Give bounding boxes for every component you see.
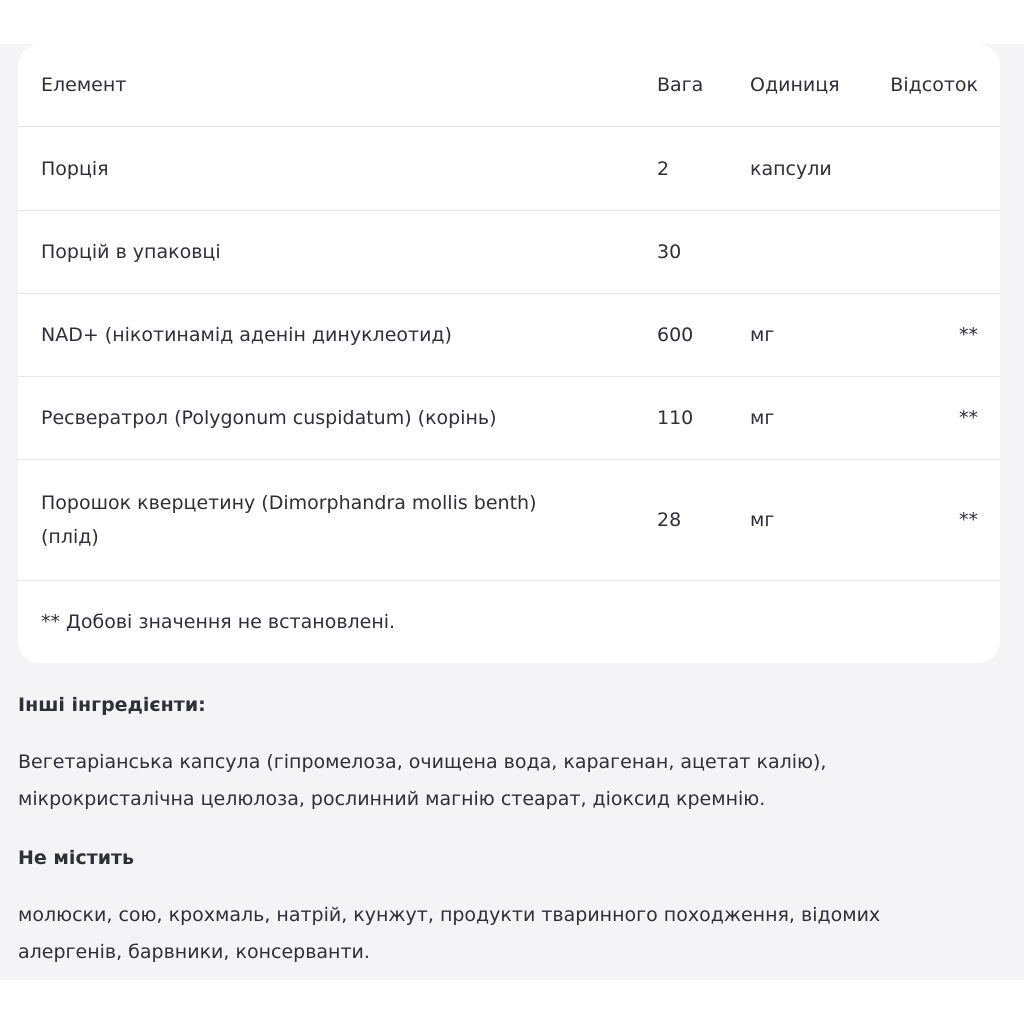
- header-percent: Відсоток: [890, 74, 978, 96]
- header-element: Елемент: [41, 74, 127, 96]
- free-from-title: Не містить: [18, 847, 135, 869]
- table-row: [18, 294, 1000, 377]
- row-unit: мг: [750, 509, 775, 531]
- header-unit: Одиниця: [750, 74, 840, 96]
- row-percent: **: [959, 324, 978, 346]
- row-unit: мг: [750, 324, 775, 346]
- other-ingredients-title: Інші інгредієнти:: [18, 694, 206, 716]
- row-element: Порція: [41, 157, 109, 180]
- header-weight: Вага: [657, 74, 704, 96]
- row-percent: **: [959, 407, 978, 429]
- nutrition-table: [18, 44, 1000, 663]
- table-row: [18, 211, 1000, 294]
- table-header-row: [18, 44, 1000, 127]
- row-weight: 600: [657, 324, 694, 346]
- row-weight: 28: [657, 509, 682, 531]
- page-background: [0, 44, 1024, 980]
- row-unit: мг: [750, 407, 775, 429]
- row-element: Порцій в упаковці: [41, 241, 221, 263]
- row-unit: капсули: [750, 157, 832, 180]
- table-row: [18, 460, 1000, 581]
- row-element: NAD+ (нікотинамід аденін динуклеотид): [41, 324, 452, 346]
- row-weight: 110: [657, 407, 694, 429]
- row-percent: [868, 211, 978, 293]
- row-weight: 30: [657, 241, 682, 263]
- other-ingredients-text: Вегетаріанська капсула (гіпромелоза, очищена вода, карагенан, ацетат калію), мікрокристалічна целюлоза, рослинний магнію стеарат, діоксид кремнію.: [18, 751, 827, 810]
- table-row: [18, 377, 1000, 460]
- row-percent: [868, 127, 978, 210]
- row-element: Порошок кверцетину (Dimorphandra mollis benth) (плід): [41, 492, 537, 548]
- row-unit: [750, 211, 870, 293]
- table-footnote: ** Добові значення не встановлені.: [41, 611, 396, 633]
- table-row: [18, 127, 1000, 211]
- row-weight: 2: [657, 157, 670, 180]
- row-element: Ресвератрол (Polygonum cuspidatum) (корінь): [41, 407, 497, 429]
- free-from-text: молюски, сою, крохмаль, натрій, кунжут, продукти тваринного походження, відомих алергенів, барвники, консерванти.: [18, 904, 881, 963]
- row-percent: **: [959, 509, 978, 531]
- table-footnote-row: [18, 581, 1000, 663]
